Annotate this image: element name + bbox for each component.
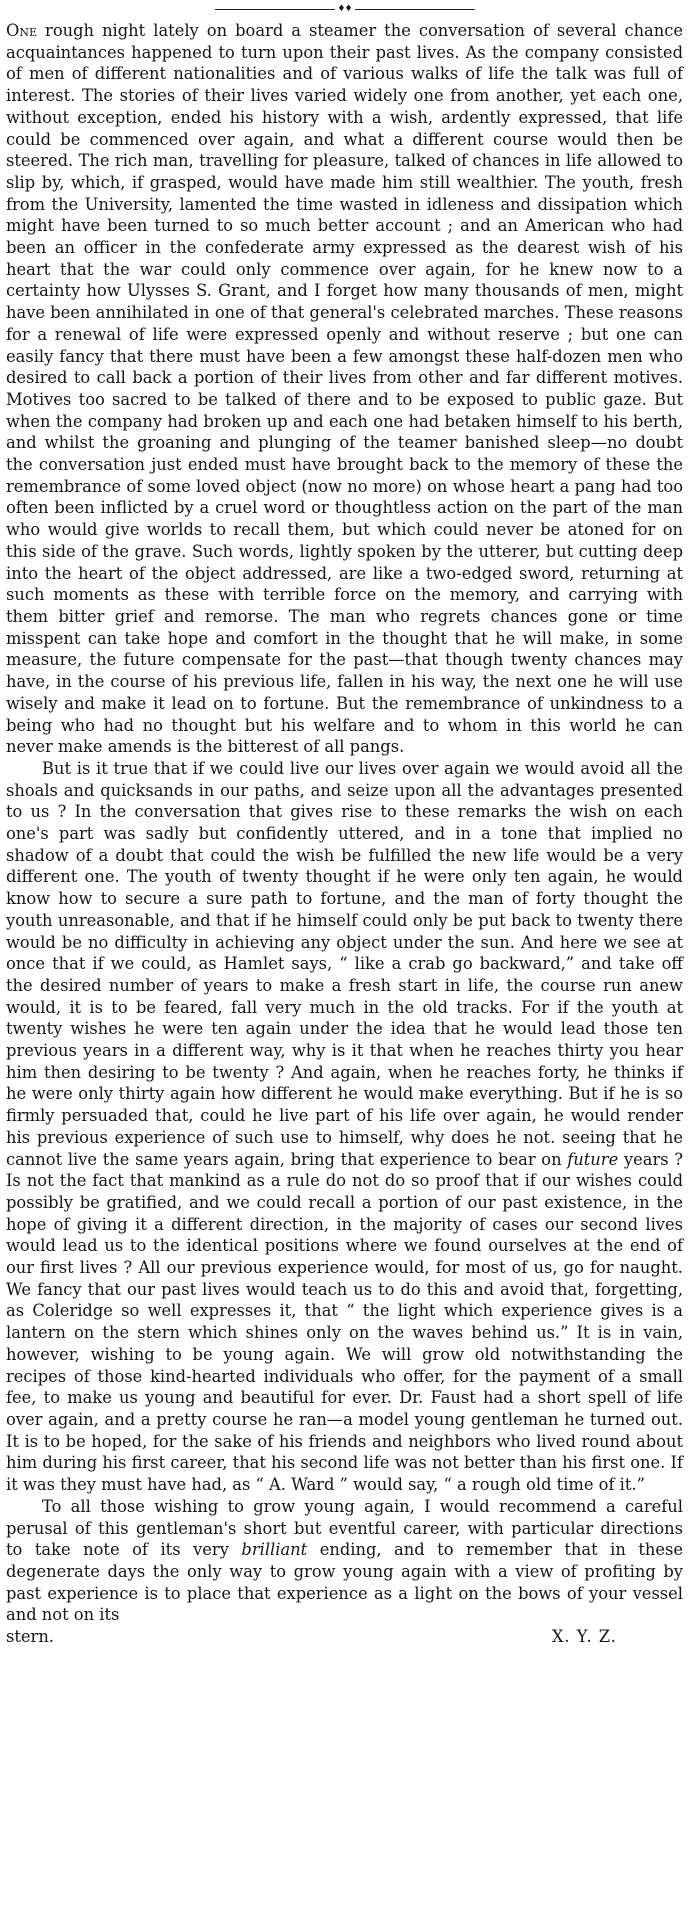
section-ornament (6, 4, 683, 14)
paragraph-lead-word: One (6, 21, 38, 40)
closing-line (6, 1626, 683, 1648)
paragraph-2-text-a: But is it true that if we could live our lives over again we would avoid all the shoals and quicksands in our paths, and seize upon all the advantages presented to us ? In the conversation that gives rise to these remarks the wish on each one's part was sadly but confidently uttered, and in a tone that implied no shadow of a doubt that could the wish be fulfilled the new life would be a very different one. The youth of twenty thought if he were only ten again, he would know how to secure a sure path to fortune, and the man of forty thought the youth unreasonable, and that if he himself could only be put back to twenty there would be no difficulty in achieving any object under the sun. And here we see at once that if we could, as Hamlet says, “ like a crab go backward,” and take off the desired number of years to make a fresh start in life, the course run anew would, it is to be feared, fall very much in the old tracks. For if the youth at twenty wishes he were ten again under the idea that he would lead those ten previous years in a different way, why is it that when he reaches thirty you hear him then desiring to be twenty ? And again, when he reaches forty, he thinks if he were only thirty again how different he would make everything. But if he is so firmly persuaded that, could he live part of his life over again, he would render his previous experience of such use to himself, why does he not. seeing that he cannot live the same years again, bring that experience to bear on (6, 758, 683, 1169)
article-paragraph-2 (6, 758, 683, 1496)
ornament-rule (215, 3, 475, 14)
paragraph-2-italic-word: future (567, 1149, 619, 1169)
paragraph-1-text: rough night lately on board a steamer the conversation of several chance acquaintances happened to turn upon their past lives. As the company consisted of men of different nationalities and of various walks of life the talk was full of interest. The stories of their lives varied widely one from another, yet each one, without exception, ended his history with a wish, ardently expressed, that life could be commenced over again, and what a different course would then be steered. The rich man, travelling for pleasure, talked of chances in life allowed to slip by, which, if grasped, would have made him still wealthier. The youth, fresh from the University, lamented the time wasted in idleness and dissipation which might have been turned to so much better account ; and an American who had been an officer in the confederate army expressed as the dearest wish of his heart that the war could only commence over again, for he knew now to a certainty how Ulysses S. Grant, and I forget how many thousands of men, might have been annihilated in one of that general's celebrated marches. These reasons for a renewal of life were expressed openly and without reserve ; but one can easily fancy that there must have been a few amongst these half-dozen men who desired to call back a portion of their lives from other and far different motives. Motives too sacred to be talked of there and to be exposed to public gaze. But when the company had broken up and each one had betaken himself to his berth, and whilst the groaning and plunging of the teamer banished sleep—no doubt the conversation just ended must have brought back to the memory of these the remembrance of some loved object (now no more) on whose heart a pang had too often been inflicted by a cruel word or thoughtless action on the part of the man who would give worlds to recall them, but which could never be atoned for on this side of the grave. Such words, lightly spoken by the utterer, but cutting deep into the heart of the object addressed, are like a two-edged sword, returning at such moments as these with terrible force on the memory, and carrying with them bitter grief and remorse. The man who regrets chances gone or time misspent can take hope and comfort in the thought that he will make, in some measure, the future compensate for the past—that though twenty chances may have, in the course of his previous life, fallen in his way, the next one he will use wisely and make it lead on to fortune. But the remembrance of unkindness to a being who had no thought but his welfare and to whom in this world he can never make amends is the bitterest of all pangs. (6, 21, 683, 757)
ornament-glyph: ♦♦ (334, 4, 354, 14)
paragraph-2-text-b: years ? Is not the fact that mankind as a rule do not do so proof that if our wishes could possibly be gratified, and we could recall a portion of our past existence, in the hope of giving it a different direction, in the majority of cases our second lives would lead us to the identical positions where we found ourselves at the end of our first lives ? All our previous experience would, for most of us, go for naught. We fancy that our past lives would teach us to do this and avoid that, forgetting, as Coleridge so well expresses it, that “ the light which experience gives is a lantern on the stern which shines only on the waves behind us.” It is in vain, however, wishing to be young again. We will grow old notwithstanding the recipes of those kind-hearted individuals who offer, for the payment of a small fee, to make us young and beautiful for ever. Dr. Faust had a short spell of life over again, and a pretty course he ran—a model young gentleman he turned out. It is to be hoped, for the sake of his friends and neighbors who lived round about him during his first career, that his second life was not better than his first one. If it was they must have had, as “ A. Ward ” would say, “ a rough old time of it.” (6, 1149, 683, 1495)
author-signature: X. Y. Z. (551, 1627, 617, 1647)
closing-word: stern. (6, 1627, 54, 1647)
paragraph-3-text-a: To all those wishing to grow young again, I would recommend a careful perusal of this gentleman's short but eventful career, with particular directions to take note of its very (6, 1496, 683, 1560)
paragraph-3-text-b: ending, and to remember that in these degenerate days the only way to grow young again with a view of profiting by past experience is to place that experience as a light on the bows of your vessel and not on its (6, 1540, 683, 1625)
article-paragraph-3 (6, 1496, 683, 1626)
article-paragraph-1 (6, 20, 683, 758)
paragraph-3-italic-word: brilliant (241, 1540, 308, 1560)
